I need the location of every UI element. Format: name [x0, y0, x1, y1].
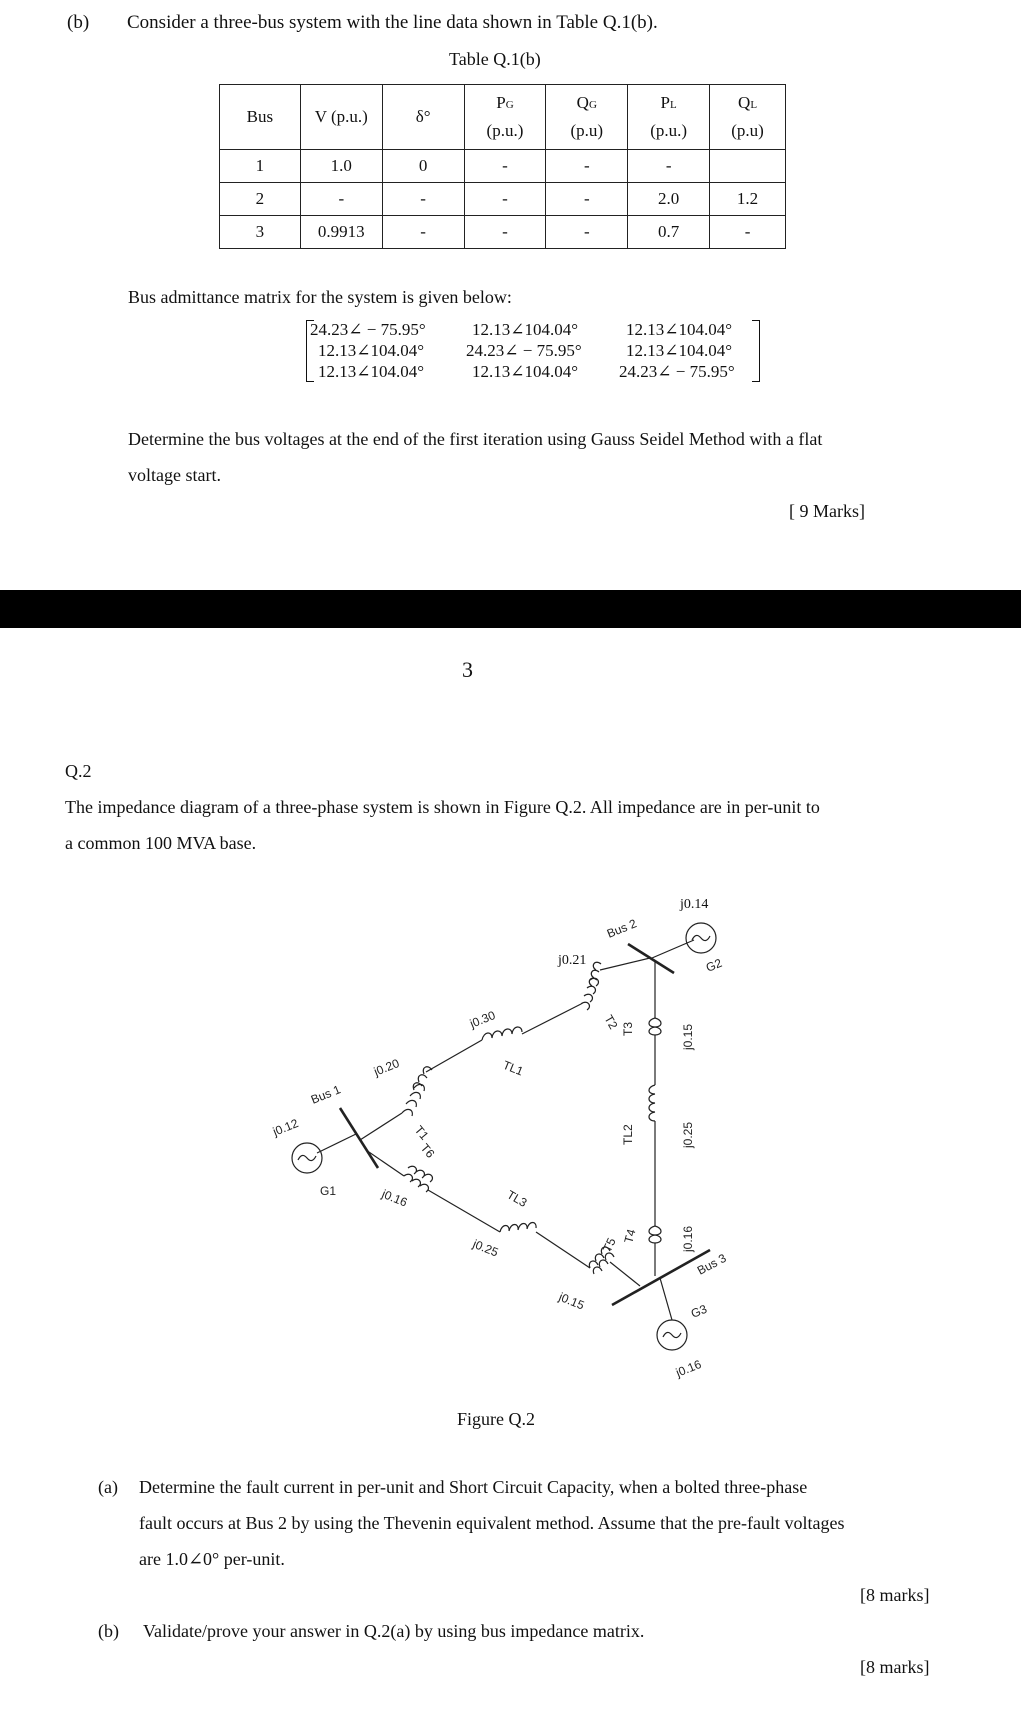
t3-label: T3 — [621, 1021, 635, 1036]
matrix-cell: 12.13∠104.04° — [318, 362, 425, 381]
table-caption: Table Q.1(b) — [449, 49, 541, 69]
matrix-cell: 24.23∠ − 75.95° — [310, 320, 426, 339]
bus2-bar — [628, 944, 674, 973]
wire — [366, 1150, 404, 1176]
q2-part-b-marks: [8 marks] — [860, 1657, 930, 1677]
wire — [522, 1004, 581, 1034]
t6-reactance: j0.16 — [379, 1186, 410, 1210]
bus3-label: Bus 3 — [694, 1250, 729, 1278]
bus1-bar — [340, 1108, 378, 1168]
wire — [536, 1232, 590, 1268]
matrix-cell: 24.23∠ − 75.95° — [619, 362, 735, 381]
t4-reactance: j0.16 — [681, 1225, 695, 1252]
g3-lead — [660, 1278, 672, 1320]
table-cell: 0 — [382, 150, 464, 183]
wire — [428, 1190, 500, 1232]
g1-label: G1 — [320, 1184, 337, 1198]
table-cell: - — [464, 216, 546, 249]
matrix-cell: 12.13∠104.04° — [472, 320, 579, 339]
transformer-t3 — [649, 1018, 661, 1035]
q2-part-a-line-1: Determine the fault current in per-unit and Short Circuit Capacity, when a bolted three-phase — [139, 1477, 808, 1497]
bus3-bar — [612, 1250, 710, 1305]
header-pg: PG (p.u.) — [464, 85, 546, 150]
table-cell: - — [382, 216, 464, 249]
table-cell: 1 — [220, 150, 301, 183]
q2-heading: Q.2 — [65, 761, 92, 781]
header-ql: QL (p.u) — [710, 85, 786, 150]
table-cell: - — [546, 216, 628, 249]
tl1-label: TL1 — [500, 1057, 526, 1079]
t4-label: T4 — [621, 1227, 639, 1245]
line-tl3 — [500, 1223, 536, 1233]
header-bus: Bus — [220, 85, 301, 150]
matrix-intro: Bus admittance matrix for the system is given below: — [128, 287, 512, 307]
wire — [426, 1040, 482, 1072]
transformer-t4 — [649, 1226, 661, 1243]
table-cell: 0.9913 — [300, 216, 382, 249]
wire — [610, 1262, 640, 1286]
t5-reactance: j0.15 — [556, 1289, 587, 1313]
matrix-cell: 12.13∠104.04° — [626, 341, 733, 360]
table-cell: 1.2 — [710, 183, 786, 216]
question-text: Consider a three-bus system with the line data shown in Table Q.1(b). — [127, 12, 658, 33]
table-cell: 2 — [220, 183, 301, 216]
matrix-cell: 12.13∠104.04° — [318, 341, 425, 360]
matrix-cell: 12.13∠104.04° — [626, 320, 733, 339]
table-cell: - — [464, 150, 546, 183]
marks-label: [ 9 Marks] — [789, 501, 865, 521]
wire — [600, 958, 650, 970]
matrix-cell: 24.23∠ − 75.95° — [466, 341, 582, 360]
tl3-label: TL3 — [504, 1187, 530, 1210]
q2-part-a-line-3: are 1.0∠0° per-unit. — [139, 1549, 285, 1569]
wire — [360, 1113, 402, 1140]
ac-source-icon — [692, 935, 710, 940]
table-cell: - — [546, 183, 628, 216]
table-cell: - — [464, 183, 546, 216]
table-cell: 0.7 — [628, 216, 710, 249]
g3-reactance: j0.16 — [673, 1357, 704, 1380]
tl2-reactance: j0.25 — [681, 1121, 695, 1148]
line-tl2 — [649, 1085, 655, 1121]
q2-part-a-label: (a) — [98, 1477, 118, 1497]
t5-label: T5 — [600, 1235, 619, 1255]
table-cell: 3 — [220, 216, 301, 249]
line-tl1 — [482, 1027, 522, 1040]
t6-label: T6 — [417, 1140, 438, 1161]
t2-reactance: j0.21 — [558, 953, 587, 968]
table-cell: - — [300, 183, 382, 216]
table-cell: 2.0 — [628, 183, 710, 216]
q2-intro-line-2: a common 100 MVA base. — [65, 833, 257, 853]
header-voltage: V (p.u.) — [300, 85, 382, 150]
t1-label: T1 — [411, 1122, 432, 1143]
header-angle: δ° — [382, 85, 464, 150]
g3-label: G3 — [688, 1301, 709, 1321]
tl1-reactance: j0.30 — [467, 1008, 498, 1031]
header-qg: QG (p.u) — [546, 85, 628, 150]
page-number: 3 — [462, 657, 473, 682]
table-cell: - — [546, 150, 628, 183]
q2-part-a-line-2: fault occurs at Bus 2 by using the Thevenin equivalent method. Assume that the pre-fault voltages — [139, 1513, 845, 1533]
q2-part-a-marks: [8 marks] — [860, 1585, 930, 1605]
table-cell: 1.0 — [300, 150, 382, 183]
table-cell: - — [628, 150, 710, 183]
q2-part-b-text: Validate/prove your answer in Q.2(a) by using bus impedance matrix. — [143, 1621, 645, 1641]
bus1-label: Bus 1 — [308, 1082, 343, 1107]
bus2-label: Bus 2 — [604, 916, 639, 941]
g2-lead — [652, 940, 694, 958]
q2-part-b-label: (b) — [98, 1621, 119, 1641]
table-cell: - — [382, 183, 464, 216]
g1-reactance: j0.12 — [270, 1116, 301, 1139]
header-pl: PL (p.u.) — [628, 85, 710, 150]
ac-source-icon — [663, 1332, 681, 1337]
tl3-reactance: j0.25 — [470, 1236, 501, 1260]
t3-reactance: j0.15 — [681, 1023, 695, 1050]
table-cell: - — [710, 216, 786, 249]
t1-reactance: j0.20 — [371, 1056, 402, 1079]
instruction-line-1: Determine the bus voltages at the end of the first iteration using Gauss Seidel Method with a flat — [128, 429, 823, 449]
transformer-t2-secondary — [589, 962, 601, 986]
matrix-cell: 12.13∠104.04° — [472, 362, 579, 381]
g2-reactance: j0.14 — [680, 897, 709, 912]
t2-label: T2 — [601, 1012, 621, 1032]
tl2-label: TL2 — [621, 1124, 635, 1145]
q2-intro-line-1: The impedance diagram of a three-phase system is shown in Figure Q.2. All impedance are in per-unit to — [65, 797, 820, 817]
g1-lead — [317, 1134, 356, 1153]
g2-label: G2 — [703, 955, 724, 975]
instruction-line-2: voltage start. — [128, 465, 221, 485]
part-label: (b) — [67, 12, 90, 33]
ac-source-icon — [298, 1155, 316, 1160]
transformer-t6 — [404, 1174, 428, 1192]
figure-caption: Figure Q.2 — [457, 1409, 535, 1429]
